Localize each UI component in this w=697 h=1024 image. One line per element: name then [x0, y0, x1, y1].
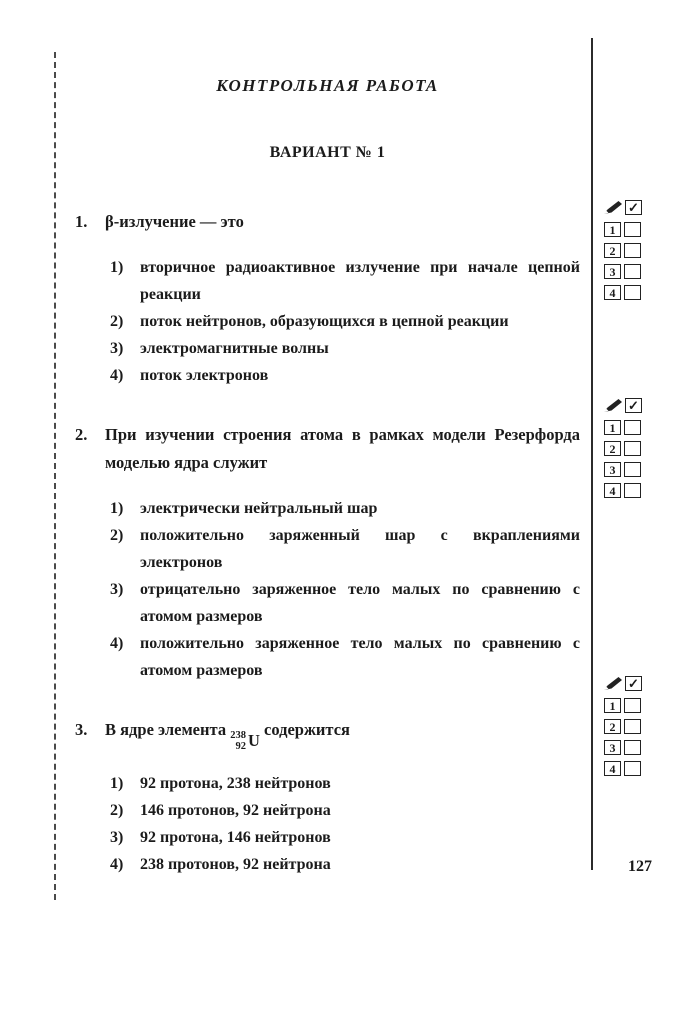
answer-checkbox[interactable] [624, 483, 641, 498]
options-list [110, 495, 580, 684]
option [110, 522, 580, 576]
answer-checkbox[interactable] [624, 698, 641, 713]
option-label: 3) [110, 829, 124, 847]
question-2 [75, 421, 580, 684]
answer-checkbox[interactable] [624, 740, 641, 755]
options-list [110, 770, 580, 878]
question-1 [75, 208, 580, 389]
options-list [110, 254, 580, 389]
option-label: 2) [110, 527, 124, 544]
answer-number-box: 2 [604, 243, 621, 258]
answer-checkbox[interactable] [624, 420, 641, 435]
answer-checkbox[interactable] [624, 719, 641, 734]
option-text: отрицательно заряженное тело малых по сравнению с атомом размеров [140, 581, 580, 625]
question-3 [75, 716, 580, 878]
answer-checkbox[interactable] [624, 761, 641, 776]
option [110, 308, 580, 335]
nuclide-symbol: U [247, 730, 260, 750]
answer-number-box: 3 [604, 740, 621, 755]
nuclide-atomic-number: 92 [235, 741, 246, 753]
option-label: 1) [110, 775, 124, 793]
page-number: 127 [628, 858, 652, 875]
answer-checkbox[interactable] [624, 441, 641, 456]
option-text: 92 протона, 146 нейтронов [140, 829, 331, 847]
answer-number-box: 1 [604, 420, 621, 435]
option-label: 1) [110, 259, 124, 276]
answer-checkbox-checked[interactable]: ✓ [625, 398, 642, 413]
answer-grid-q2 [604, 398, 674, 504]
question-text [105, 716, 580, 752]
question-text-prefix: В ядре элемента [105, 720, 227, 739]
main-content [75, 60, 580, 878]
page-title: КОНТРОЛЬНАЯ РАБОТА [216, 76, 439, 95]
option-text: электромагнитные волны [140, 340, 329, 357]
option-text: 146 протонов, 92 нейтрона [140, 802, 331, 820]
option-label: 3) [110, 581, 124, 598]
option [110, 824, 580, 851]
option-label: 2) [110, 313, 124, 330]
option [110, 495, 580, 522]
option [110, 362, 580, 389]
answer-grid-q3 [604, 676, 674, 782]
option-text: 92 протона, 238 нейтронов [140, 775, 331, 793]
option-label: 3) [110, 340, 124, 357]
nuclide-notation [230, 730, 260, 752]
answer-number-box: 2 [604, 441, 621, 456]
answer-number-box: 3 [604, 462, 621, 477]
pencil-icon [604, 676, 623, 691]
pencil-icon [604, 398, 623, 413]
option [110, 630, 580, 684]
option [110, 576, 580, 630]
binding-dashed-line [54, 52, 56, 900]
option-text: положительно заряженное тело малых по сравнению с атомом размеров [140, 635, 580, 679]
option-text: электрически нейтральный шар [140, 500, 378, 517]
answer-number-box: 1 [604, 222, 621, 237]
nuclide-mass-number: 238 [230, 730, 246, 741]
question-number: 2. [75, 425, 88, 444]
option-text: поток нейтронов, образующихся в цепной реакции [140, 313, 509, 330]
option-text: 238 протонов, 92 нейтрона [140, 856, 331, 874]
variant-heading: ВАРИАНТ № 1 [269, 144, 386, 161]
answer-number-box: 3 [604, 264, 621, 279]
answer-number-box: 4 [604, 285, 621, 300]
question-text: При изучении строения атома в рамках модели Резерфорда моделью ядра служит [105, 425, 580, 472]
answer-number-box: 1 [604, 698, 621, 713]
option-label: 4) [110, 367, 124, 384]
answer-checkbox[interactable] [624, 264, 641, 279]
option-text: поток электронов [140, 367, 269, 384]
option-text: вторичное радиоактивное излучение при начале цепной реакции [140, 259, 580, 303]
answer-checkbox[interactable] [624, 462, 641, 477]
option-label: 4) [110, 856, 124, 874]
option [110, 797, 580, 824]
option-label: 2) [110, 802, 124, 820]
option [110, 254, 580, 308]
answer-column-divider [591, 38, 593, 870]
option-label: 4) [110, 635, 124, 652]
question-number: 3. [75, 720, 88, 739]
option-text: положительно заряженный шар с вкраплениями электронов [140, 527, 580, 571]
answer-grid-q1 [604, 200, 674, 306]
answer-number-box: 4 [604, 483, 621, 498]
question-number: 1. [75, 212, 88, 231]
answer-checkbox[interactable] [624, 222, 641, 237]
question-text-suffix: содержится [264, 720, 350, 739]
answer-number-box: 4 [604, 761, 621, 776]
answer-checkbox-checked[interactable]: ✓ [625, 676, 642, 691]
answer-checkbox[interactable] [624, 243, 641, 258]
option [110, 770, 580, 797]
answer-checkbox-checked[interactable]: ✓ [625, 200, 642, 215]
question-text: β-излучение — это [105, 212, 244, 231]
option [110, 851, 580, 878]
pencil-icon [604, 200, 623, 215]
option-label: 1) [110, 500, 124, 517]
option [110, 335, 580, 362]
answer-checkbox[interactable] [624, 285, 641, 300]
answer-number-box: 2 [604, 719, 621, 734]
